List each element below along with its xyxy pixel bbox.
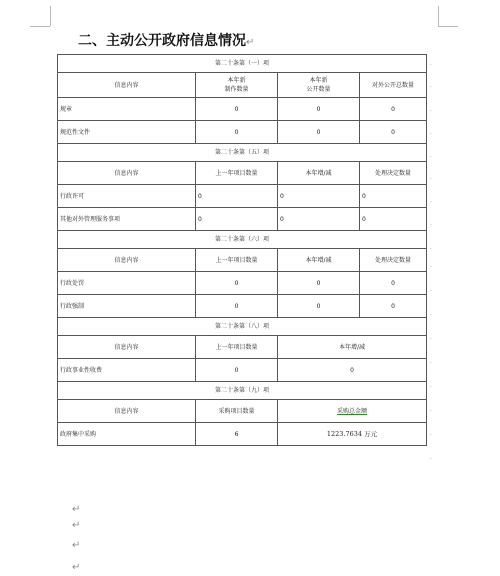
row-end-mark-icon: . xyxy=(430,244,432,251)
header-row xyxy=(58,249,427,272)
page-title-text: 二、主动公开政府信息情况 xyxy=(78,33,246,49)
header-cell[interactable]: 上一年项目数量 xyxy=(196,336,278,359)
row-label-cell[interactable]: 行政许可 xyxy=(58,185,196,208)
value-cell[interactable]: 0 xyxy=(196,272,278,295)
value-cell[interactable]: 6 xyxy=(196,423,278,446)
header-row xyxy=(58,336,427,359)
value-cell[interactable]: 0 xyxy=(196,295,278,318)
row-end-mark-icon: . xyxy=(430,152,432,159)
section-heading[interactable]: 第二十条第（一）项 xyxy=(58,55,427,73)
header-text: 采购总金额 xyxy=(337,407,368,415)
row-label-cell[interactable]: 政府集中采购 xyxy=(58,423,196,446)
row-end-mark-icon: . xyxy=(430,430,432,437)
row-end-mark-icon: . xyxy=(430,358,432,365)
row-end-mark-icon: . xyxy=(430,286,432,293)
section-heading[interactable]: 第二十条第（九）项 xyxy=(58,382,427,400)
header-cell[interactable]: 信息内容 xyxy=(58,162,196,185)
header-cell[interactable]: 信息内容 xyxy=(58,400,196,423)
header-cell[interactable]: 本年增/减 xyxy=(278,162,360,185)
row-end-mark-icon: . xyxy=(430,174,432,181)
header-cell[interactable]: 处理决定数量 xyxy=(360,162,427,185)
crop-mark-top-right-vertical xyxy=(438,6,439,26)
table-row xyxy=(58,98,427,121)
header-cell[interactable]: 本年增/减 xyxy=(278,249,360,272)
header-line: 公开数量 xyxy=(306,86,331,93)
header-cell[interactable]: 信息内容 xyxy=(58,249,196,272)
paragraph-mark-icon[interactable]: ↵ xyxy=(72,540,81,551)
table-row xyxy=(58,185,427,208)
row-end-mark-icon: . xyxy=(430,310,432,317)
header-row xyxy=(58,73,427,98)
header-line: 本年新 xyxy=(227,77,246,84)
value-cell[interactable]: 0 xyxy=(278,272,360,295)
table-row xyxy=(58,208,427,231)
value-cell[interactable]: 0 xyxy=(278,208,360,231)
header-line: 制作数量 xyxy=(224,86,249,93)
row-end-mark-icon: . xyxy=(430,334,432,341)
value-cell[interactable]: 0 xyxy=(278,98,360,121)
row-label-cell[interactable]: 规章 xyxy=(58,98,196,121)
crop-mark-top-left-vertical xyxy=(50,6,51,26)
table-row xyxy=(58,423,427,446)
paragraph-mark-icon[interactable]: ↵ xyxy=(72,504,81,515)
value-cell[interactable]: 0 xyxy=(278,185,360,208)
value-cell[interactable]: 0 xyxy=(196,185,278,208)
table-row xyxy=(58,121,427,144)
row-end-mark-icon: . xyxy=(430,220,432,227)
value-cell[interactable]: 0 xyxy=(278,295,360,318)
page-title[interactable] xyxy=(78,30,254,50)
header-row xyxy=(58,162,427,185)
table-row xyxy=(58,272,427,295)
crop-mark-top-right-horizontal xyxy=(438,26,458,27)
header-cell[interactable]: 本年增/减 xyxy=(278,336,427,359)
row-label-cell[interactable]: 行政事业性收费 xyxy=(58,359,196,382)
header-row xyxy=(58,400,427,423)
header-cell[interactable]: 上一年项目数量 xyxy=(196,249,278,272)
info-disclosure-table xyxy=(57,54,427,446)
crop-mark-top-left-horizontal xyxy=(30,26,50,27)
paragraph-mark-icon: ↵ xyxy=(246,37,255,48)
header-cell[interactable]: 信息内容 xyxy=(58,73,196,98)
value-cell[interactable]: 0 xyxy=(360,185,427,208)
row-end-mark-icon: . xyxy=(430,454,432,461)
header-line: 本年新 xyxy=(309,77,328,84)
row-end-mark-icon: . xyxy=(430,406,432,413)
header-cell[interactable]: 对外公开总数量 xyxy=(360,73,427,98)
row-label-cell[interactable]: 行政强制 xyxy=(58,295,196,318)
value-cell[interactable]: 0 xyxy=(360,208,427,231)
row-end-mark-icon: . xyxy=(430,60,432,67)
paragraph-mark-icon[interactable]: ↵ xyxy=(72,562,81,573)
header-cell[interactable]: 上一年项目数量 xyxy=(196,162,278,185)
row-end-mark-icon: . xyxy=(430,262,432,269)
header-cell[interactable] xyxy=(278,73,360,98)
row-end-mark-icon: . xyxy=(430,129,432,136)
value-cell[interactable]: 0 xyxy=(196,121,278,144)
value-cell[interactable]: 1223.7634 万元 xyxy=(278,423,427,446)
value-cell[interactable]: 0 xyxy=(196,98,278,121)
header-cell[interactable] xyxy=(278,400,427,423)
value-cell[interactable]: 0 xyxy=(196,208,278,231)
header-cell[interactable]: 信息内容 xyxy=(58,336,196,359)
value-cell[interactable]: 0 xyxy=(360,272,427,295)
value-cell[interactable]: 0 xyxy=(360,295,427,318)
value-cell[interactable]: 0 xyxy=(196,359,278,382)
section-heading[interactable]: 第二十条第（六）项 xyxy=(58,231,427,249)
header-cell[interactable]: 采购项目数量 xyxy=(196,400,278,423)
value-cell[interactable]: 0 xyxy=(278,121,360,144)
row-label-cell[interactable]: 规范性文件 xyxy=(58,121,196,144)
header-cell[interactable] xyxy=(196,73,278,98)
row-end-mark-icon: . xyxy=(430,106,432,113)
header-cell[interactable]: 处理决定数量 xyxy=(360,249,427,272)
row-end-mark-icon: . xyxy=(430,197,432,204)
section-heading[interactable]: 第二十条第（五）项 xyxy=(58,144,427,162)
section-heading[interactable]: 第二十条第（八）项 xyxy=(58,318,427,336)
table-row xyxy=(58,359,427,382)
table-row xyxy=(58,295,427,318)
row-label-cell[interactable]: 行政处罚 xyxy=(58,272,196,295)
row-end-mark-icon: . xyxy=(430,82,432,89)
value-cell[interactable]: 0 xyxy=(360,98,427,121)
value-cell[interactable]: 0 xyxy=(360,121,427,144)
value-cell[interactable]: 0 xyxy=(278,359,427,382)
row-end-mark-icon: . xyxy=(430,382,432,389)
row-label-cell[interactable]: 其他对外管理服务事项 xyxy=(58,208,196,231)
paragraph-mark-icon[interactable]: ↵ xyxy=(72,520,81,531)
